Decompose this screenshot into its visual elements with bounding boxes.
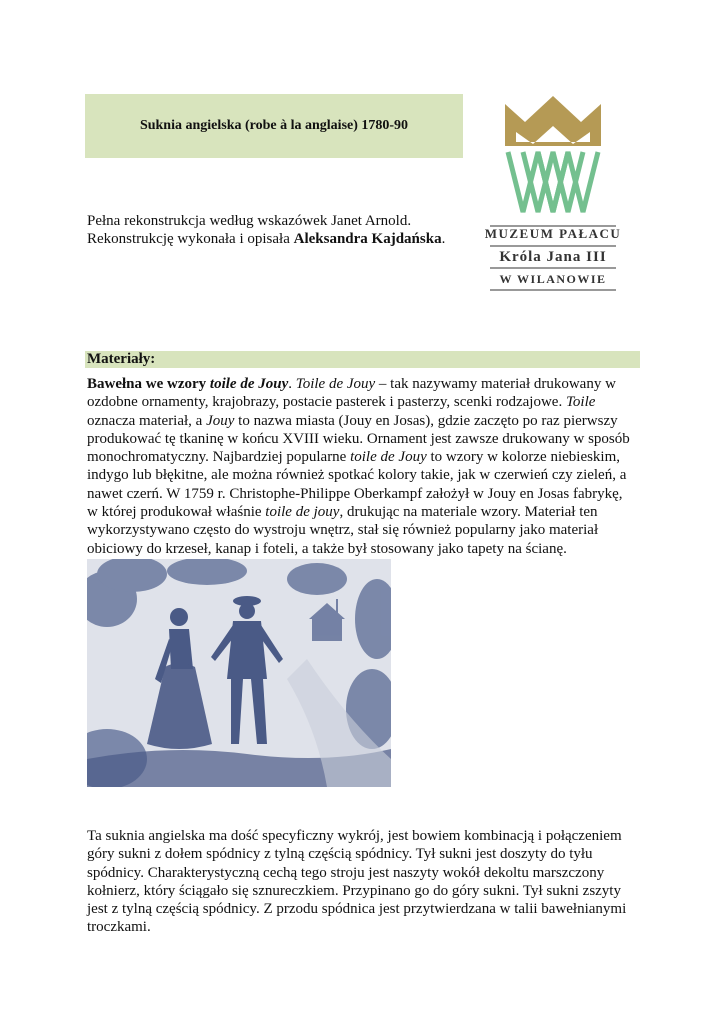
document-title-box: [85, 94, 463, 158]
logo-line2: Króla Jana III: [499, 249, 607, 265]
toile-de-jouy-fabric-photo: [87, 559, 391, 787]
museum-logo: [478, 92, 628, 297]
description-paragraph: Ta suknia angielska ma dość specyficzny wykrój, jest bowiem kombinacją i połączeniem góry sukni z dołem spódnicy z tylną częścią spódnicy. Tył sukni jest doszyty do tyłu spódnicy. Charakterystyczną cechą tego stroju jest naszyty wokół dekoltu marszczony kołnierz, który ściągało się sznureczkiem. Przypinano go do góry sukni. Tył sukni zszyty jest z tylną częścią spódnicy. Z przodu spódnica jest przytwierdzana w talii bawełnianymi troczkami.: [87, 828, 627, 936]
materials-heading: Materiały:: [87, 351, 156, 367]
document-title: Suknia angielska (robe à la anglaise) 1780-90: [139, 118, 409, 133]
logo-line3: W WILANOWIE: [499, 272, 607, 286]
materials-heading-bar: [85, 351, 640, 368]
intro-text: [87, 212, 467, 248]
intro-line1: Pełna rekonstrukcja według wskazówek Janet Arnold.: [87, 213, 412, 229]
logo-line1: MUZEUM PAŁACU: [484, 226, 622, 241]
author-name: Aleksandra Kajdańska: [293, 231, 442, 247]
intro-line2: Rekonstrukcję wykonała i opisała Aleksandra Kajdańska.: [87, 231, 446, 247]
materials-paragraph: Bawełna we wzory toile de Jouy. Toile de Jouy – tak nazywamy materiał drukowany w ozdobne ornamenty, krajobrazy, postacie pasterek i pasterzy, scenki rodzajowe. Toile oznacza materiał, a Jouy to nazwa miasta (Jouy en Josas), gdzie zaczęto po raz pierwszy produkować tę tkaninę w końcu XVIII wieku. Ornament jest zawsze drukowany w sposób monochromatyczny. Najbardziej popularne toile de Jouy to wzory w kolorze niebieskim, indygo lub błękitne, ale można również spotkać kolory takie, jak w czerwień czy zieleń, a nawet czerń. W 1759 r. Christophe-Philippe Oberkampf założył w Jouy en Josas fabrykę, w której produkował właśnie toile de jouy, drukując na materiale wzory. Materiał ten wykorzystywano często do wystroju wnętrz, stał się również popularny jako materiał obiciowy do krzeseł, kanap i foteli, a także był stosowany jako tapety na ścianę.: [87, 376, 630, 557]
w-letters-icon: [508, 152, 598, 212]
